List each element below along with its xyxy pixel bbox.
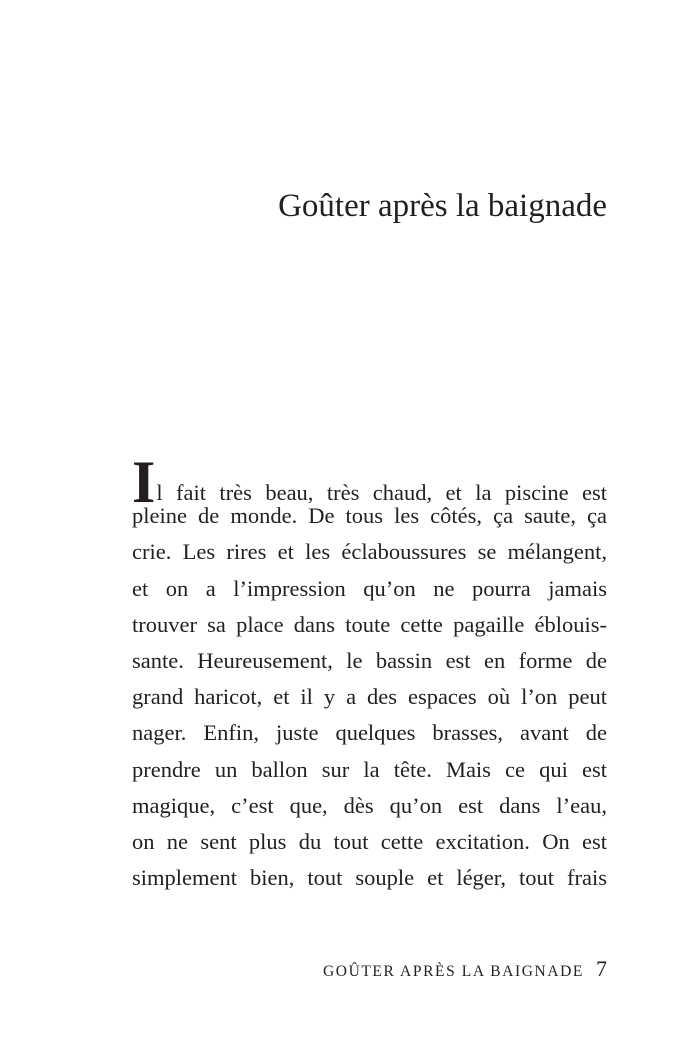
text-line: prendre un ballon sur la tête. Mais ce qui est <box>132 756 607 782</box>
running-head: GOÛTER APRÈS LA BAIGNADE <box>322 963 584 980</box>
body-text <box>132 449 607 896</box>
chapter-title: Goûter après la baignade <box>278 188 607 224</box>
text-line: nager. Enfin, juste quelques brasses, avant de <box>132 720 607 746</box>
text-line: et on a l’impression qu’on ne pourra jamais <box>132 575 607 601</box>
text-line-content: l fait très beau, très chaud, et la piscine est <box>156 480 607 505</box>
text-line: grand haricot, et il y a des espaces où l’on peut <box>132 684 607 710</box>
text-line: simplement bien, tout souple et léger, tout frais <box>132 865 607 891</box>
text-line: pleine de monde. De tous les côtés, ça saute, ça <box>132 503 607 529</box>
text-line: magique, c’est que, dès qu’on est dans l’eau, <box>132 792 607 818</box>
text-line <box>132 449 607 515</box>
drop-cap: I <box>132 449 156 515</box>
text-line: on ne sent plus du tout cette excitation. On est <box>132 828 607 854</box>
page-number: 7 <box>596 956 607 981</box>
page-footer <box>323 956 607 982</box>
text-line: trouver sa place dans toute cette pagaille éblouis- <box>132 611 607 637</box>
text-line: sante. Heureusement, le bassin est en forme de <box>132 647 607 673</box>
text-line: crie. Les rires et les éclaboussures se mélangent, <box>132 539 607 565</box>
